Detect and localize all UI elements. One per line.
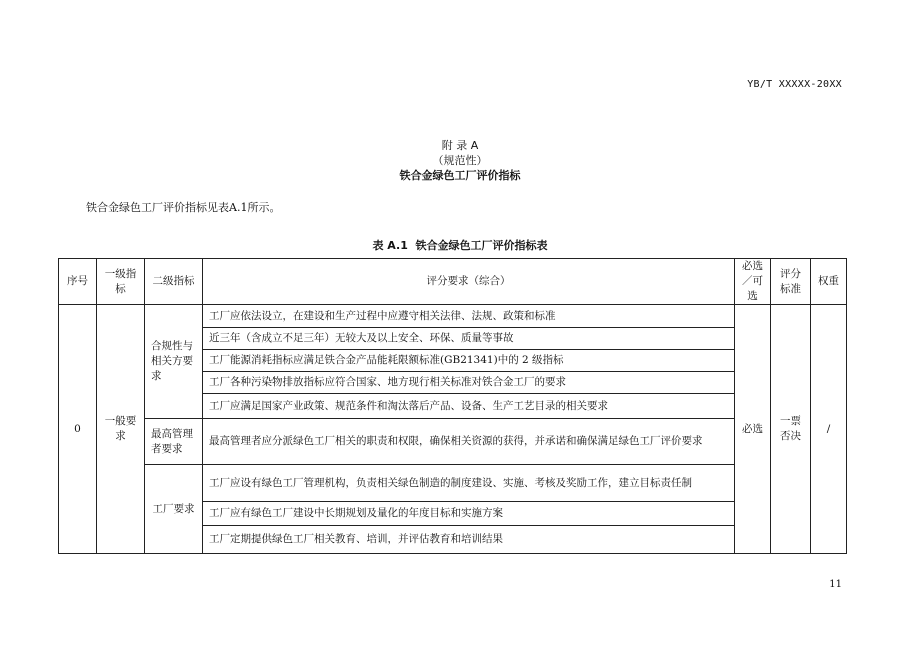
cell-subgroup-top-management: 最高管理者要求: [145, 419, 203, 465]
cell-requirement: 近三年（含成立不足三年）无较大及以上安全、环保、质量等事故: [203, 328, 735, 350]
cell-weight: /: [811, 305, 847, 554]
evaluation-table: [58, 258, 847, 554]
appendix-nature: （规范性）: [432, 154, 488, 167]
table-header-row: [59, 259, 847, 305]
cell-requirement: 工厂应有绿色工厂建设中长期规划及量化的年度目标和实施方案: [203, 502, 735, 526]
header-requirement: 评分要求（综合）: [203, 259, 735, 305]
header-mandatory: 必选／可选: [735, 259, 771, 305]
cell-level1: 一般要求: [97, 305, 145, 554]
cell-requirement: 工厂应满足国家产业政策、规范条件和淘汰落后产品、设备、生产工艺目录的相关要求: [203, 394, 735, 419]
cell-requirement: 工厂定期提供绿色工厂相关教育、培训，并评估教育和培训结果: [203, 526, 735, 554]
table-row: [59, 465, 847, 502]
cell-subgroup-factory: 工厂要求: [145, 465, 203, 554]
cell-mandatory: 必选: [735, 305, 771, 554]
cell-requirement: 工厂应依法设立，在建设和生产过程中应遵守相关法律、法规、政策和标准: [203, 305, 735, 328]
header-level1: 一级指标: [97, 259, 145, 305]
cell-subgroup-compliance: 合规性与相关方要求: [145, 305, 203, 419]
header-weight: 权重: [811, 259, 847, 305]
table-caption-title: 铁合金绿色工厂评价指标表: [415, 239, 548, 252]
table-caption-number: 表 A.1: [372, 239, 408, 252]
cell-requirement: 工厂各种污染物排放指标应符合国家、地方现行相关标准对铁合金工厂的要求: [203, 372, 735, 394]
appendix-label: 附 录 A: [441, 139, 479, 152]
cell-requirement: 工厂应设有绿色工厂管理机构，负责相关绿色制造的制度建设、实施、考核及奖励工作，建立目标责任制: [203, 465, 735, 502]
header-seq: 序号: [59, 259, 97, 305]
standard-code: YB/T XXXXX-20XX: [747, 79, 842, 90]
cell-standard: 一票否决: [771, 305, 811, 554]
cell-seq: 0: [59, 305, 97, 554]
table-row: [59, 305, 847, 328]
page-number: 11: [829, 579, 842, 590]
intro-paragraph: 铁合金绿色工厂评价指标见表A.1所示。: [86, 201, 281, 214]
header-level2: 二级指标: [145, 259, 203, 305]
table-caption: [0, 237, 920, 253]
header-standard: 评分标准: [771, 259, 811, 305]
cell-requirement: 最高管理者应分派绿色工厂相关的职责和权限，确保相关资源的获得，并承诺和确保满足绿色工厂评价要求: [203, 419, 735, 465]
table-row: [59, 419, 847, 465]
cell-requirement: 工厂能源消耗指标应满足铁合金产品能耗限额标准(GB21341)中的 2 级指标: [203, 350, 735, 372]
appendix-title: 铁合金绿色工厂评价指标: [399, 169, 521, 182]
